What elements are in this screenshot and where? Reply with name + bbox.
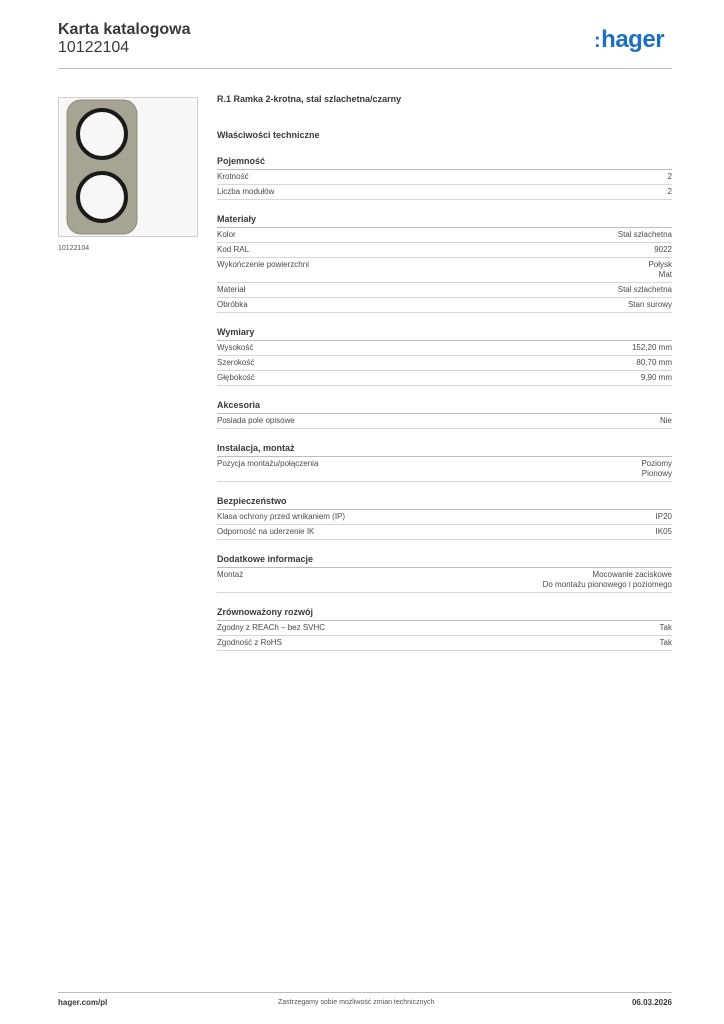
spec-row bbox=[217, 185, 672, 200]
section-title: Bezpieczeństwo bbox=[217, 496, 672, 510]
spec-row bbox=[217, 170, 672, 185]
section-title: Zrównoważony rozwój bbox=[217, 607, 672, 621]
footer-divider bbox=[58, 992, 672, 993]
section-title: Pojemność bbox=[217, 156, 672, 170]
spec-value: 2 bbox=[667, 172, 672, 181]
spec-value: 80,70 mm bbox=[636, 358, 672, 367]
spec-row bbox=[217, 298, 672, 313]
spec-label: Liczba modułów bbox=[217, 187, 275, 196]
spec-label: Montaż bbox=[217, 570, 244, 579]
spec-section bbox=[217, 214, 672, 313]
section-title: Akcesoria bbox=[217, 400, 672, 414]
spec-row bbox=[217, 356, 672, 371]
spec-sections bbox=[217, 156, 672, 651]
section-title: Instalacja, montaż bbox=[217, 443, 672, 457]
specification-content bbox=[217, 94, 672, 651]
spec-value: Tak bbox=[659, 623, 672, 632]
spec-label: Odporność na uderzenie IK bbox=[217, 527, 315, 536]
footer-disclaimer: Zastrzegamy sobie możliwość zmian technicznych bbox=[278, 999, 435, 1006]
spec-label: Materiał bbox=[217, 285, 246, 294]
spec-row bbox=[217, 228, 672, 243]
spec-label: Zgodny z REACh – bez SVHC bbox=[217, 623, 326, 632]
spec-value: 9,90 mm bbox=[640, 373, 672, 382]
spec-row bbox=[217, 510, 672, 525]
image-caption: 10122104 bbox=[58, 245, 90, 252]
spec-row bbox=[217, 525, 672, 540]
spec-row bbox=[217, 636, 672, 651]
spec-row bbox=[217, 341, 672, 356]
product-image bbox=[58, 97, 198, 237]
spec-row bbox=[217, 283, 672, 298]
spec-value: IK05 bbox=[655, 527, 672, 536]
spec-label: Wykończenie powierzchni bbox=[217, 260, 309, 269]
spec-value: 9022 bbox=[654, 245, 672, 254]
spec-value: IP20 bbox=[655, 512, 672, 521]
spec-section bbox=[217, 156, 672, 200]
spec-row bbox=[217, 457, 672, 482]
frame-illustration bbox=[59, 98, 197, 236]
brand-name: hager bbox=[601, 26, 665, 53]
product-name: R.1 Ramka 2-krotna, stal szlachetna/czarny bbox=[217, 94, 402, 104]
properties-heading: Właściwości techniczne bbox=[217, 130, 320, 140]
spec-value: Stal szlachetna bbox=[617, 230, 672, 239]
section-title: Wymiary bbox=[217, 327, 672, 341]
spec-label: Posiada pole opisowe bbox=[217, 416, 295, 425]
spec-value: Nie bbox=[659, 416, 672, 425]
spec-value: Połysk Mat bbox=[648, 260, 672, 279]
spec-value: Stal szlachetna bbox=[617, 285, 672, 294]
spec-value: 152,20 mm bbox=[631, 343, 672, 352]
spec-label: Krotność bbox=[217, 172, 249, 181]
spec-value: Mocowanie zaciskowe Do montażu pionowego i poziomego bbox=[542, 570, 672, 589]
spec-section bbox=[217, 400, 672, 429]
spec-label: Klasa ochrony przed wnikaniem (IP) bbox=[217, 512, 346, 521]
spec-label: Obróbka bbox=[217, 300, 248, 309]
product-code: 10122104 bbox=[58, 39, 130, 56]
spec-section bbox=[217, 327, 672, 386]
spec-section bbox=[217, 496, 672, 540]
spec-row bbox=[217, 243, 672, 258]
spec-section bbox=[217, 443, 672, 482]
spec-row bbox=[217, 258, 672, 283]
spec-value: Poziomy Pionowy bbox=[641, 459, 672, 478]
hager-logo[interactable]: :hager bbox=[594, 26, 665, 53]
spec-row bbox=[217, 371, 672, 386]
spec-value: Stan surowy bbox=[627, 300, 672, 309]
spec-row bbox=[217, 414, 672, 429]
spec-label: Zgodność z RoHS bbox=[217, 638, 282, 647]
spec-row bbox=[217, 621, 672, 636]
footer-date: 06.03.2026 bbox=[631, 998, 672, 1007]
spec-row bbox=[217, 568, 672, 593]
spec-label: Głębokość bbox=[217, 373, 255, 382]
spec-section bbox=[217, 607, 672, 651]
footer-website-link[interactable]: hager.com/pl bbox=[58, 998, 108, 1007]
spec-label: Szerokość bbox=[217, 358, 255, 367]
spec-section bbox=[217, 554, 672, 593]
spec-value: Tak bbox=[659, 638, 672, 647]
spec-label: Pozycja montażu/połączenia bbox=[217, 459, 319, 468]
section-title: Materiały bbox=[217, 214, 672, 228]
document-title: Karta katalogowa bbox=[58, 21, 191, 38]
section-title: Dodatkowe informacje bbox=[217, 554, 672, 568]
spec-label: Kod RAL bbox=[217, 245, 250, 254]
spec-label: Wysokość bbox=[217, 343, 254, 352]
spec-label: Kolor bbox=[217, 230, 236, 239]
spec-value: 2 bbox=[667, 187, 672, 196]
header-divider bbox=[58, 68, 672, 69]
